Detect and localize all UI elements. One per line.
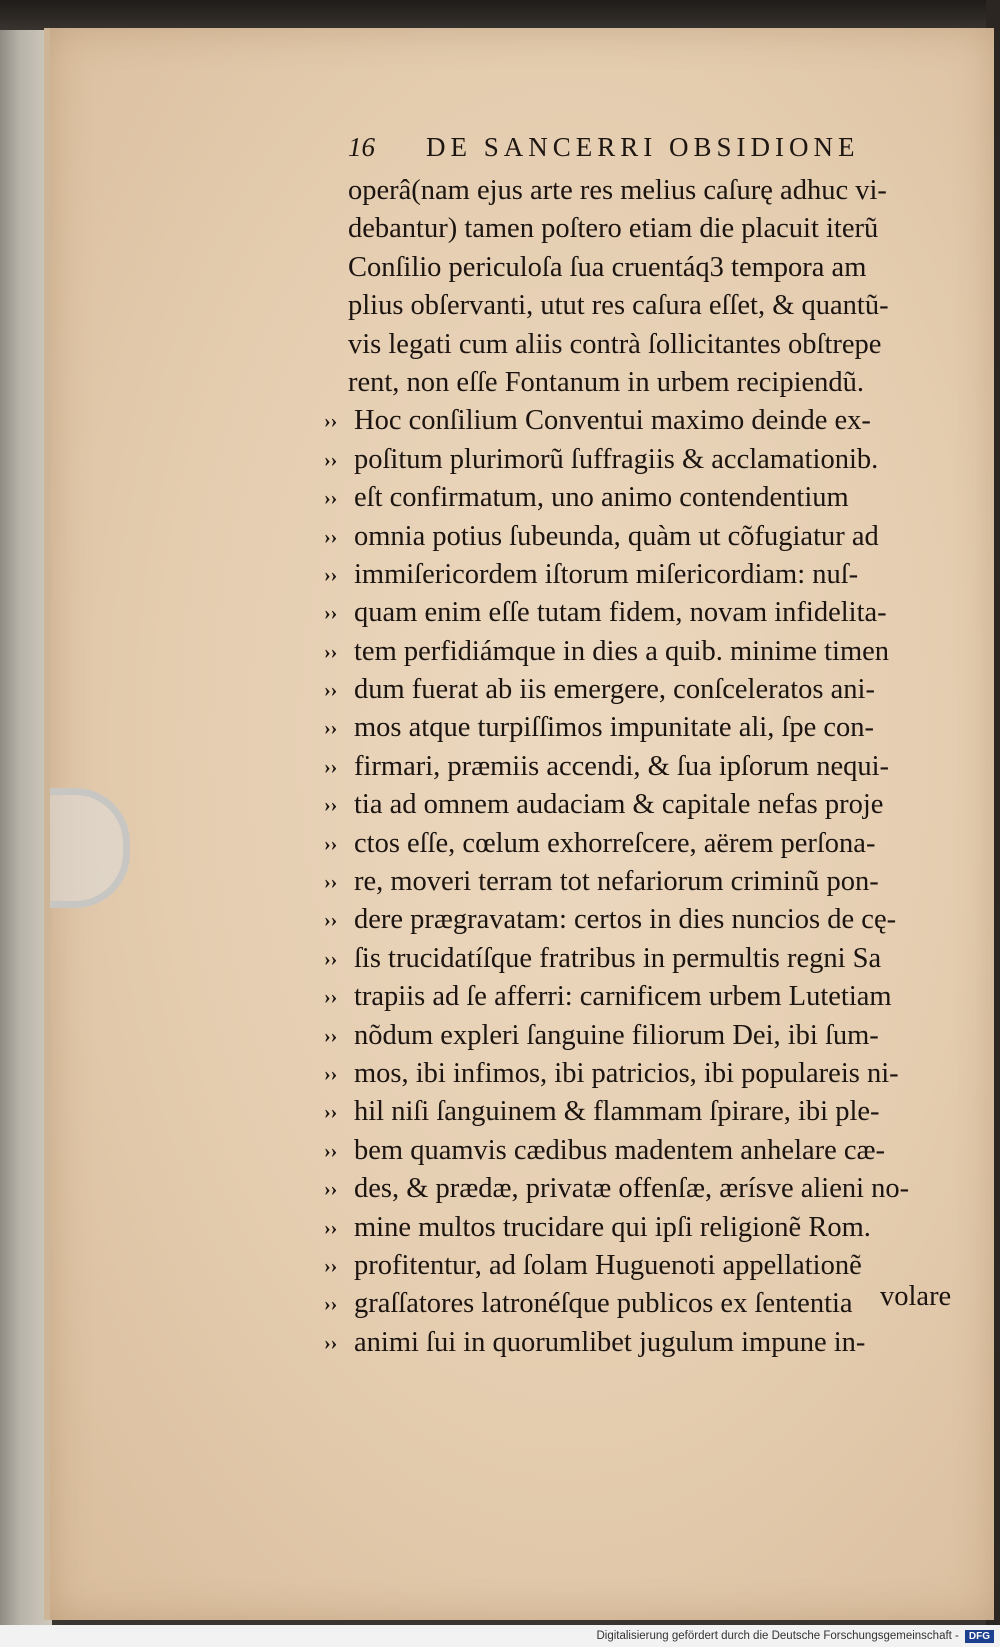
text-line [312,1093,952,1131]
line-text: graſſatores latronéſque publicos ex ſententia [354,1288,853,1320]
running-head [348,132,918,172]
text-line [312,1324,952,1362]
line-text: quam enim eſſe tutam fidem, novam infidelita- [354,597,887,629]
dfg-logo: DFG [965,1630,994,1643]
text-line [312,633,952,671]
quotation-mark: ›› [324,679,338,702]
text-line [312,364,952,402]
text-line [312,671,952,709]
quotation-mark: ›› [324,563,338,586]
text-line [312,786,952,824]
text-line [312,402,952,440]
quotation-mark: ›› [324,1101,338,1124]
line-text: Hoc conſilium Conventui maximo deinde ex- [354,405,871,437]
text-line [312,210,952,248]
line-text: rent, non eſſe Fontanum in urbem recipiendũ. [348,366,865,398]
text-line [312,518,952,556]
catchword: volare [880,1281,952,1312]
text-line [312,1247,952,1285]
line-text: ctos eſſe, cœlum exhorreſcere, aërem perſona- [354,827,876,859]
line-text: animi ſui in quorumlibet jugulum impune in- [354,1326,866,1358]
line-text: nõdum expleri ſanguine filiorum Dei, ibi ſum- [354,1019,879,1051]
quotation-mark: ›› [324,986,338,1009]
line-text: mos, ibi infimos, ibi patricios, ibi populareis ni- [354,1057,899,1089]
text-line [312,556,952,594]
line-text: profitentur, ad ſolam Huguenoti appellationẽ [354,1249,862,1281]
line-text: firmari, præmiis accendi, & ſua ipſorum nequi- [354,750,890,782]
running-head-title: DE SANCERRI OBSIDIONE [426,132,860,162]
quotation-mark: ›› [324,1024,338,1047]
quotation-mark: ›› [324,1178,338,1201]
line-text: hil niſi ſanguinem & flammam ſpirare, ibi ple- [354,1096,880,1128]
line-text: mos atque turpiſſimos impunitate ali, ſpe con- [354,712,875,744]
line-text: re, moveri terram tot nefariorum criminũ pon- [354,866,879,898]
quotation-mark: ›› [324,755,338,778]
quotation-mark: ›› [324,525,338,548]
line-text: poſitum plurimorũ ſuffragiis & acclamationib. [354,443,879,475]
quotation-mark: ›› [324,1139,338,1162]
text-line [312,287,952,325]
quotation-mark: ›› [324,871,338,894]
text-line [312,978,952,1016]
line-text: eſt confirmatum, uno animo contendentium [354,482,849,514]
quotation-mark: ›› [324,640,338,663]
text-line [312,172,952,210]
footer-bar [0,1625,1000,1647]
quotation-mark: ›› [324,1293,338,1316]
line-text: dum fuerat ab iis emergere, conſceleratos ani- [354,674,875,706]
line-text: debantur) tamen poſtero etiam die placuit iterũ [348,213,879,245]
line-text: des, & prædæ, privatæ offenſæ, ærísve alieni no- [354,1173,910,1205]
line-text: operâ(nam ejus arte res melius caſurę adhuc vi- [348,175,887,206]
text-line [312,249,952,287]
quotation-mark: ›› [324,448,338,471]
quotation-mark: ›› [324,1062,338,1085]
page-clip [50,788,130,908]
text-line [312,326,952,364]
line-text: vis legati cum aliis contrà ſollicitantes obſtrepe [348,328,882,360]
quotation-mark: ›› [324,909,338,932]
text-line [312,479,952,517]
line-text: ſis trucidatíſque fratribus in permultis regni Sa [354,942,882,974]
text-line [312,940,952,978]
quotation-mark: ›› [324,1331,338,1354]
text-line [312,1055,952,1093]
line-text: mine multos trucidare qui ipſi religionẽ Rom. [354,1211,871,1243]
line-text: trapiis ad ſe afferri: carnificem urbem Lutetiam [354,981,892,1013]
quotation-mark: ›› [324,1254,338,1277]
quotation-mark: ›› [324,1216,338,1239]
text-line [312,709,952,747]
funding-credit: Digitalisierung gefördert durch die Deutsche Forschungsgemeinschaft - [596,1630,959,1642]
line-text: dere prægravatam: certos in dies nuncios de cę- [354,904,897,936]
quotation-mark: ›› [324,410,338,433]
body-text [312,172,952,1362]
text-line [312,863,952,901]
line-text: omnia potius ſubeunda, quàm ut cõfugiatur ad [354,520,879,552]
text-line [312,1017,952,1055]
page-number: 16 [348,132,375,162]
quotation-mark: ›› [324,947,338,970]
line-text: tia ad omnem audaciam & capitale nefas proje [354,789,884,821]
text-line [312,1132,952,1170]
line-text: plius obſervanti, utut res caſura eſſet, & quantũ- [348,290,889,322]
text-line [312,825,952,863]
line-text: Conſilio periculoſa ſua cruentáq3 tempora am [348,251,867,283]
quotation-mark: ›› [324,487,338,510]
quotation-mark: ›› [324,602,338,625]
text-line [312,594,952,632]
quotation-mark: ›› [324,717,338,740]
text-line [312,901,952,939]
text-line [312,1285,952,1323]
quotation-mark: ›› [324,832,338,855]
text-line [312,441,952,479]
line-text: immiſericordem iſtorum miſericordiam: nuſ- [354,558,859,590]
quotation-mark: ›› [324,794,338,817]
line-text: bem quamvis cædibus madentem anhelare cæ- [354,1134,886,1166]
text-line [312,1209,952,1247]
text-line [312,748,952,786]
text-line [312,1170,952,1208]
line-text: tem perfidiámque in dies a quib. minime timen [354,635,890,667]
